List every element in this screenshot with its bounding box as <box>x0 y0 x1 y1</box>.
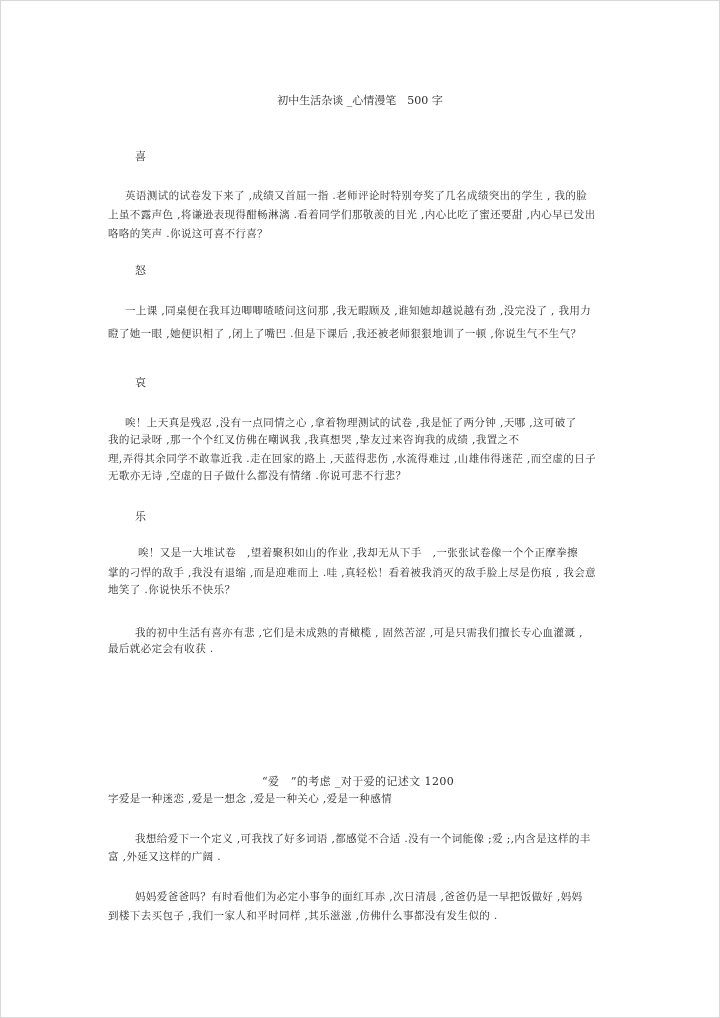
paragraph-line: 妈妈爱爸爸吗？有时看他们为必定小事争的面红耳赤 ,次日清晨 ,爸爸仍是一早把饭做好 ,妈妈 <box>135 891 583 903</box>
paragraph-line: 我的记录呀 ,那一个个红叉仿佛在嘲讽我 ,我真想哭 ,挚友过来咨询我的成绩 ,我置之不 <box>108 434 520 446</box>
paragraph-line: 咯咯的笑声 .你说这可喜不行喜？ <box>108 228 269 240</box>
document-title: 初中生活杂谈 _心情漫笔 500 字 <box>277 94 443 107</box>
paragraph-line: 我想给爱下一个定义 ,可我找了好多词语 ,都感觉不合适 .没有一个词能像 ;爱 ;,内含是这样的丰 <box>135 833 591 845</box>
section-heading-anger: 怒 <box>135 264 147 277</box>
paragraph-line: 字爱是一种迷恋 ,爱是一想念 ,爱是一种关心 ,爱是一种感情 <box>108 793 393 805</box>
paragraph-line: 到楼下去买包子 ,我们一家人和平时同样 ,其乐滋滋 ,仿佛什么事都没有发生似的 . <box>108 910 498 922</box>
section-heading-sorrow: 哀 <box>135 376 147 389</box>
paragraph-line: 唉！又是一大堆试卷 ,望着聚积如山的作业 ,我却无从下手 ,一张张试卷像一个个正摩拳擦 <box>138 547 579 559</box>
paragraph-line: 上虽不露声色 ,将谦逊表现得酣畅淋漓 .看着同学们那敬羡的目光 ,内心比吃了蜜还要甜 ,内心早已发出 <box>108 209 596 221</box>
section-heading-joy: 喜 <box>135 150 147 163</box>
paragraph-line: 一上课 ,同桌便在我耳边唧唧喳喳问这问那 ,我无暇顾及 ,谁知她却越说越有劲 ,没完没了 , 我用力 <box>125 305 592 317</box>
paragraph-line: 无歌亦无诗 ,空虚的日子做什么都没有情绪 .你说可悲不行悲？ <box>108 470 407 482</box>
section-heading-happiness: 乐 <box>135 510 147 523</box>
paragraph-line: 地笑了 .你说快乐不快乐？ <box>108 584 236 596</box>
paragraph-line: 英语测试的试卷发下来了 ,成绩又首屈一指 .老师评论时特别夸奖了几名成绩突出的学生 , 我的脸 <box>125 190 588 202</box>
paragraph-line: 富 ,外延又这样的广阔 . <box>108 851 222 863</box>
paragraph-line: 理,弄得其余同学不敢靠近我 .走在回家的路上 ,天蓝得悲伤 ,水流得难过 ,山雄伟得迷茫 ,而空虚的日子 <box>108 453 597 465</box>
paragraph-line: 我的初中生活有喜亦有悲 ,它们是未成熟的青橄榄 , 固然苦涩 ,可是只需我们擅长专心血灌溉 , <box>135 627 583 639</box>
paragraph-line: 唉！上天真是残忍 ,没有一点同情之心 ,拿着物理测试的试卷 ,我是怔了两分钟 ,天哪 ,这可破了 <box>125 417 577 429</box>
second-article-title: “爱 ”的考虑 _对于爱的记述文 1200 <box>262 775 455 788</box>
paragraph-line: 掌的刁悍的敌手 ,我没有退缩 ,而是迎难而上 .哇 ,真轻松！看着被我消灭的敌手脸上尽是伤痕 , 我会意 <box>108 567 597 579</box>
paragraph-line: 瞪了她一眼 ,她便识相了 ,闭上了嘴巴 .但是下课后 ,我还被老师狠狠地训了一顿 ,你说生气不生气？ <box>108 328 582 340</box>
paragraph-line: 最后就必定会有收获 . <box>108 643 214 655</box>
